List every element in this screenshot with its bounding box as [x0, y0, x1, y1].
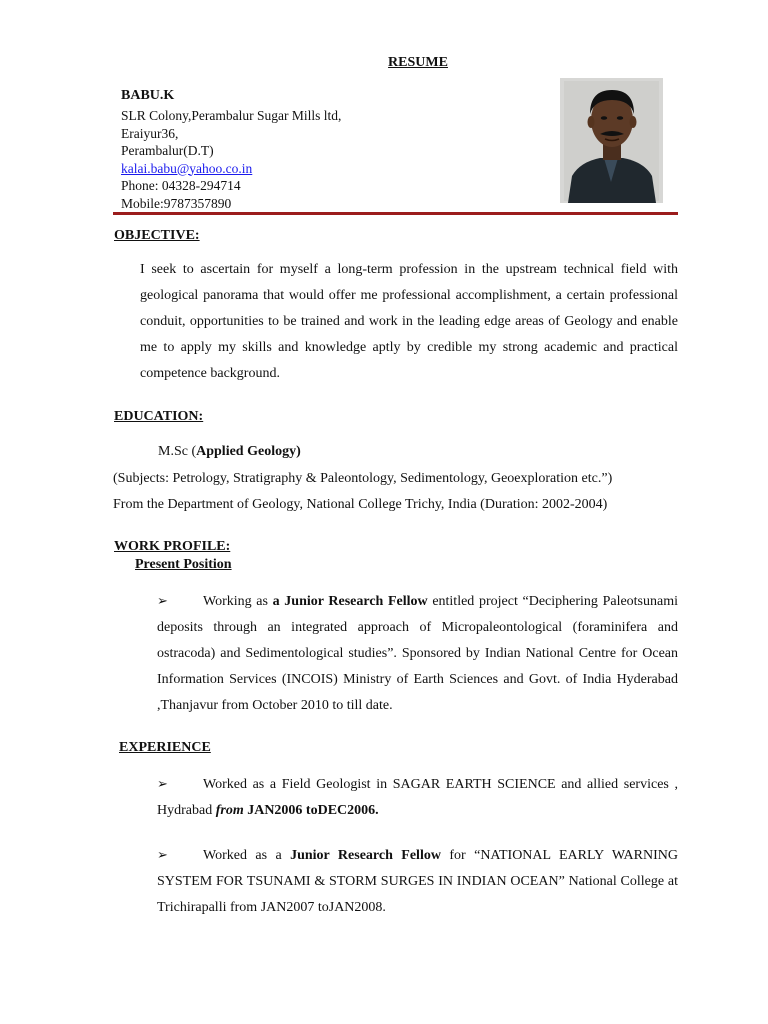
experience-2-pre: Worked as a: [203, 848, 291, 863]
address-line-2: Eraiyur36,: [121, 125, 179, 141]
experience-1-dates: JAN2006 toDEC2006.: [243, 803, 379, 818]
phone-number: Phone: 04328-294714: [121, 178, 241, 193]
experience-1-from: from: [215, 803, 244, 818]
objective-heading: OBJECTIVE:: [114, 228, 200, 243]
work-profile-item: [157, 588, 678, 719]
profile-photo: [560, 78, 663, 203]
education-heading: EDUCATION:: [114, 409, 204, 424]
degree-prefix: M.Sc (: [158, 444, 197, 459]
experience-1-pre: Worked as a Field Geologist in SAGAR EARTH SCIENCE and allied services , Hydrabad: [157, 777, 678, 818]
present-position-subheading: Present Position: [135, 557, 232, 572]
degree-line: [158, 444, 301, 460]
experience-heading: EXPERIENCE: [119, 740, 211, 755]
arrow-bullet-icon: ➢: [157, 776, 168, 791]
email-link[interactable]: kalai.babu@yahoo.co.in: [121, 160, 253, 176]
degree-subjects: (Subjects: Petrology, Stratigraphy & Paleontology, Sedimentology, Geoexploration etc.”): [113, 471, 613, 486]
experience-item-2: [157, 842, 678, 921]
degree-institution: From the Department of Geology, National College Trichy, India (Duration: 2002-2004): [113, 497, 608, 512]
objective-text: I seek to ascertain for myself a long-term profession in the upstream technical field with geological panorama that would offer me professional accomplishment, a certain professional conduit, opportunities to be trained and work in the leading edge areas of Geology and enable me to apply my skills and knowledge aptly by credible my strong academic and practical competence background.: [140, 262, 678, 381]
header-divider: [113, 212, 678, 215]
arrow-bullet-icon: ➢: [157, 593, 168, 608]
work-item-role: a Junior Research Fellow: [272, 594, 428, 609]
address-line-3: Perambalur(D.T): [121, 143, 214, 158]
arrow-bullet-icon: ➢: [157, 847, 168, 862]
contact-block: [121, 107, 341, 212]
work-item-post: entitled project “Deciphering Paleotsunami deposits through an integrated approach of Micropaleontological (foraminifera and ostracoda) and Sedimentological studies”. Sponsored by Indian National Centre for Ocean Information Services (INCOIS) Ministry of Earth Sciences and Govt. of India Hyderabad ,Thanjavur from October 2010 to till date.: [157, 594, 678, 713]
resume-title: RESUME: [388, 55, 448, 70]
experience-2-role: Junior Research Fellow: [290, 848, 441, 863]
mobile-number: Mobile:9787357890: [121, 195, 232, 211]
degree-name: Applied Geology): [196, 444, 301, 459]
experience-item-1: [157, 771, 678, 824]
experience-2-post: for “NATIONAL EARLY WARNING SYSTEM FOR TSUNAMI & STORM SURGES IN INDIAN OCEAN” National College at Trichirapalli from JAN2007 toJAN2008.: [157, 848, 678, 915]
work-profile-heading: WORK PROFILE:: [114, 539, 231, 554]
candidate-name: BABU.K: [121, 88, 175, 103]
work-item-pre: Working as: [203, 594, 273, 609]
address-line-1: SLR Colony,Perambalur Sugar Mills ltd,: [121, 108, 342, 123]
